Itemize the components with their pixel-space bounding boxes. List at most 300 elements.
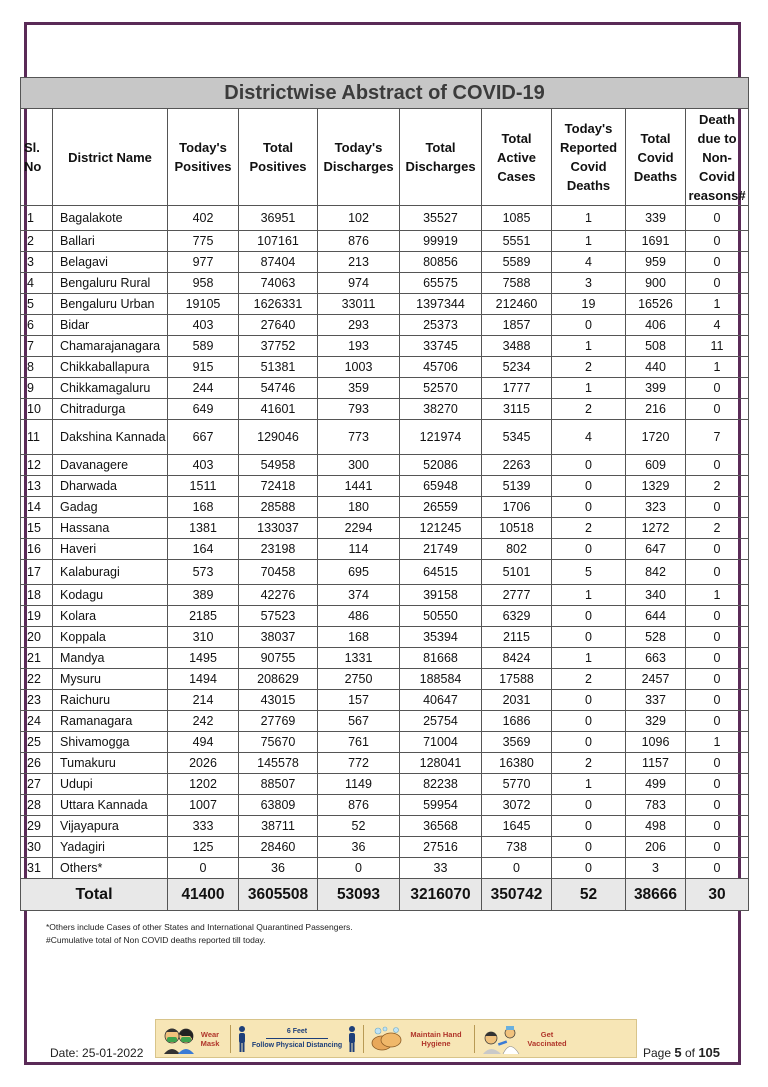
- mask-people-icon: [162, 1024, 196, 1054]
- non-covid-deaths-cell: 0: [686, 378, 749, 399]
- total-discharges-cell: 25754: [400, 711, 482, 732]
- district-cell: Davanagere: [53, 455, 168, 476]
- non-covid-deaths-cell: 0: [686, 606, 749, 627]
- todays-discharges-cell: 567: [318, 711, 400, 732]
- vaccine-text: Get Vaccinated: [527, 1029, 567, 1048]
- non-covid-deaths-cell: 7: [686, 420, 749, 455]
- table-title: Districtwise Abstract of COVID-19: [21, 78, 749, 109]
- table-row: [21, 273, 749, 294]
- total-discharges-cell: 121974: [400, 420, 482, 455]
- todays-positives-cell: 125: [168, 837, 239, 858]
- sl-cell: 12: [21, 455, 53, 476]
- total-positives-cell: 70458: [239, 560, 318, 585]
- safety-banner: [155, 1019, 637, 1058]
- todays-discharges-cell: 876: [318, 231, 400, 252]
- active-cases-cell: 2031: [482, 690, 552, 711]
- district-cell: Belagavi: [53, 252, 168, 273]
- total-todays-discharges-cell: 53093: [318, 879, 400, 911]
- active-cases-cell: 6329: [482, 606, 552, 627]
- non-covid-deaths-cell: 0: [686, 795, 749, 816]
- sl-cell: 28: [21, 795, 53, 816]
- todays-deaths-cell: 4: [552, 252, 626, 273]
- banner-vaccine: [475, 1020, 579, 1057]
- table-row: [21, 315, 749, 336]
- total-positives-cell: 88507: [239, 774, 318, 795]
- total-deaths-cell: 337: [626, 690, 686, 711]
- district-cell: Chitradurga: [53, 399, 168, 420]
- total-positives-cell: 63809: [239, 795, 318, 816]
- todays-discharges-cell: 359: [318, 378, 400, 399]
- active-cases-cell: 1777: [482, 378, 552, 399]
- total-active-cases-header: Total Active Cases: [482, 109, 552, 206]
- total-discharges-cell: 35394: [400, 627, 482, 648]
- todays-positives-cell: 2185: [168, 606, 239, 627]
- table-row: [21, 690, 749, 711]
- banner-hygiene: [364, 1020, 474, 1057]
- sl-cell: 1: [21, 206, 53, 231]
- sl-cell: 22: [21, 669, 53, 690]
- todays-discharges-cell: 2750: [318, 669, 400, 690]
- non-covid-deaths-cell: 0: [686, 231, 749, 252]
- todays-deaths-cell: 0: [552, 711, 626, 732]
- non-covid-deaths-cell: 0: [686, 669, 749, 690]
- todays-discharges-cell: 773: [318, 420, 400, 455]
- total-deaths-cell: 329: [626, 711, 686, 732]
- table-row: [21, 606, 749, 627]
- table-row: [21, 336, 749, 357]
- total-deaths-cell: 900: [626, 273, 686, 294]
- total-deaths-cell: 3: [626, 858, 686, 879]
- sl-cell: 26: [21, 753, 53, 774]
- todays-discharges-cell: 293: [318, 315, 400, 336]
- page-total: 105: [698, 1045, 721, 1060]
- active-cases-cell: 5139: [482, 476, 552, 497]
- todays-positives-cell: 403: [168, 455, 239, 476]
- footnote-others: *Others include Cases of other States and International Quarantined Passengers.: [46, 922, 353, 932]
- page-prefix: Page: [643, 1046, 672, 1060]
- todays-positives-header: Today's Positives: [168, 109, 239, 206]
- table-row: [21, 753, 749, 774]
- table-row: [21, 539, 749, 560]
- todays-discharges-cell: 374: [318, 585, 400, 606]
- todays-discharges-cell: 486: [318, 606, 400, 627]
- sl-no-header: Sl. No: [21, 109, 53, 206]
- todays-discharges-cell: 157: [318, 690, 400, 711]
- sl-cell: 9: [21, 378, 53, 399]
- total-positives-cell: 133037: [239, 518, 318, 539]
- non-covid-deaths-cell: 4: [686, 315, 749, 336]
- non-covid-deaths-cell: 2: [686, 476, 749, 497]
- todays-deaths-cell: 2: [552, 753, 626, 774]
- non-covid-deaths-cell: 0: [686, 627, 749, 648]
- todays-deaths-cell: 2: [552, 669, 626, 690]
- total-positives-cell: 90755: [239, 648, 318, 669]
- table-row: [21, 585, 749, 606]
- total-positives-cell: 41601: [239, 399, 318, 420]
- total-deaths-cell: 647: [626, 539, 686, 560]
- todays-deaths-cell: 0: [552, 690, 626, 711]
- total-positives-cell: 208629: [239, 669, 318, 690]
- total-discharges-cell: 64515: [400, 560, 482, 585]
- non-covid-deaths-header: Death due to Non-Covid reasons#: [686, 109, 749, 206]
- total-positives-cell: 57523: [239, 606, 318, 627]
- district-cell: Uttara Kannada: [53, 795, 168, 816]
- total-discharges-cell: 81668: [400, 648, 482, 669]
- non-covid-deaths-cell: 1: [686, 732, 749, 753]
- active-cases-cell: 3072: [482, 795, 552, 816]
- todays-discharges-cell: 876: [318, 795, 400, 816]
- sl-cell: 8: [21, 357, 53, 378]
- active-cases-cell: 212460: [482, 294, 552, 315]
- table-row: [21, 858, 749, 879]
- todays-positives-cell: 1381: [168, 518, 239, 539]
- table-row: [21, 560, 749, 585]
- sl-cell: 18: [21, 585, 53, 606]
- district-cell: Gadag: [53, 497, 168, 518]
- todays-discharges-cell: 1441: [318, 476, 400, 497]
- total-discharges-cell: 33: [400, 858, 482, 879]
- total-positives-cell: 72418: [239, 476, 318, 497]
- page-number: [643, 1045, 720, 1060]
- total-deaths-cell: 340: [626, 585, 686, 606]
- todays-discharges-cell: 1331: [318, 648, 400, 669]
- todays-positives-cell: 0: [168, 858, 239, 879]
- total-deaths-cell: 1096: [626, 732, 686, 753]
- header-row: [21, 109, 749, 206]
- footnotes: [46, 921, 353, 947]
- total-positives-cell: 145578: [239, 753, 318, 774]
- todays-positives-cell: 977: [168, 252, 239, 273]
- todays-positives-cell: 1511: [168, 476, 239, 497]
- hygiene-text: Maintain Hand Hygiene: [410, 1029, 462, 1048]
- todays-discharges-cell: 300: [318, 455, 400, 476]
- active-cases-cell: 16380: [482, 753, 552, 774]
- person-icon: [347, 1025, 357, 1053]
- table-row: [21, 294, 749, 315]
- sl-cell: 25: [21, 732, 53, 753]
- non-covid-deaths-cell: 0: [686, 455, 749, 476]
- table-row: [21, 627, 749, 648]
- district-cell: Hassana: [53, 518, 168, 539]
- todays-discharges-cell: 114: [318, 539, 400, 560]
- active-cases-cell: 8424: [482, 648, 552, 669]
- district-cell: Ramanagara: [53, 711, 168, 732]
- covid-abstract-table: [20, 77, 749, 911]
- total-deaths-cell: 959: [626, 252, 686, 273]
- table-row: [21, 420, 749, 455]
- active-cases-cell: 1706: [482, 497, 552, 518]
- sl-cell: 17: [21, 560, 53, 585]
- active-cases-cell: 7588: [482, 273, 552, 294]
- sl-cell: 5: [21, 294, 53, 315]
- todays-deaths-cell: 3: [552, 273, 626, 294]
- todays-positives-cell: 310: [168, 627, 239, 648]
- sl-cell: 19: [21, 606, 53, 627]
- total-deaths-cell: 1691: [626, 231, 686, 252]
- active-cases-cell: 1686: [482, 711, 552, 732]
- total-deaths-cell: 508: [626, 336, 686, 357]
- todays-discharges-cell: 0: [318, 858, 400, 879]
- total-discharges-cell: 39158: [400, 585, 482, 606]
- todays-discharges-cell: 213: [318, 252, 400, 273]
- district-cell: Kalaburagi: [53, 560, 168, 585]
- total-deaths-cell: 16526: [626, 294, 686, 315]
- total-discharges-cell: 33745: [400, 336, 482, 357]
- table-row: [21, 455, 749, 476]
- total-positives-cell: 54958: [239, 455, 318, 476]
- todays-positives-cell: 494: [168, 732, 239, 753]
- total-discharges-cell: 71004: [400, 732, 482, 753]
- district-cell: Ballari: [53, 231, 168, 252]
- todays-deaths-cell: 1: [552, 336, 626, 357]
- total-positives-cell: 75670: [239, 732, 318, 753]
- active-cases-cell: 5234: [482, 357, 552, 378]
- district-cell: Dakshina Kannada: [53, 420, 168, 455]
- total-discharges-cell: 52086: [400, 455, 482, 476]
- total-positives-cell: 36: [239, 858, 318, 879]
- total-discharges-cell: 99919: [400, 231, 482, 252]
- banner-distancing: [231, 1020, 363, 1057]
- total-discharges-cell: 38270: [400, 399, 482, 420]
- total-discharges-cell: 121245: [400, 518, 482, 539]
- table-row: [21, 518, 749, 539]
- total-discharges-cell: 59954: [400, 795, 482, 816]
- total-deaths-cell: 399: [626, 378, 686, 399]
- district-cell: Vijayapura: [53, 816, 168, 837]
- todays-deaths-cell: 5: [552, 560, 626, 585]
- todays-deaths-cell: 0: [552, 816, 626, 837]
- non-covid-deaths-cell: 0: [686, 753, 749, 774]
- todays-positives-cell: 667: [168, 420, 239, 455]
- total-positives-cell: 74063: [239, 273, 318, 294]
- district-cell: Mandya: [53, 648, 168, 669]
- total-positives-cell: 87404: [239, 252, 318, 273]
- active-cases-cell: 5589: [482, 252, 552, 273]
- sl-cell: 27: [21, 774, 53, 795]
- sl-cell: 15: [21, 518, 53, 539]
- todays-discharges-cell: 695: [318, 560, 400, 585]
- non-covid-deaths-cell: 0: [686, 690, 749, 711]
- active-cases-cell: 5770: [482, 774, 552, 795]
- total-deaths-cell: 1157: [626, 753, 686, 774]
- table-row: [21, 357, 749, 378]
- active-cases-cell: 3115: [482, 399, 552, 420]
- total-positives-cell: 43015: [239, 690, 318, 711]
- total-positives-cell: 28588: [239, 497, 318, 518]
- district-cell: Udupi: [53, 774, 168, 795]
- total-deaths-cell: 644: [626, 606, 686, 627]
- total-label: Total: [21, 879, 168, 911]
- district-cell: Chikkaballapura: [53, 357, 168, 378]
- district-cell: Dharwada: [53, 476, 168, 497]
- district-cell: Chikkamagaluru: [53, 378, 168, 399]
- todays-deaths-cell: 0: [552, 627, 626, 648]
- active-cases-cell: 10518: [482, 518, 552, 539]
- active-cases-cell: 1085: [482, 206, 552, 231]
- total-deaths-cell: 1720: [626, 420, 686, 455]
- page-current: 5: [674, 1045, 682, 1060]
- district-cell: Yadagiri: [53, 837, 168, 858]
- active-cases-cell: 5101: [482, 560, 552, 585]
- total-discharges-cell: 45706: [400, 357, 482, 378]
- table-row: [21, 497, 749, 518]
- todays-positives-cell: 402: [168, 206, 239, 231]
- total-positives-cell: 27769: [239, 711, 318, 732]
- non-covid-deaths-cell: 0: [686, 560, 749, 585]
- todays-discharges-cell: 1149: [318, 774, 400, 795]
- active-cases-cell: 0: [482, 858, 552, 879]
- total-discharges-cell: 21749: [400, 539, 482, 560]
- total-deaths-cell: 323: [626, 497, 686, 518]
- sl-cell: 30: [21, 837, 53, 858]
- total-deaths-cell: 2457: [626, 669, 686, 690]
- todays-deaths-cell: 1: [552, 648, 626, 669]
- active-cases-cell: 1857: [482, 315, 552, 336]
- todays-positives-cell: 1202: [168, 774, 239, 795]
- todays-discharges-cell: 36: [318, 837, 400, 858]
- table-row: [21, 795, 749, 816]
- todays-discharges-cell: 193: [318, 336, 400, 357]
- total-discharges-cell: 80856: [400, 252, 482, 273]
- active-cases-cell: 2263: [482, 455, 552, 476]
- total-positives-cell: 37752: [239, 336, 318, 357]
- non-covid-deaths-cell: 0: [686, 774, 749, 795]
- todays-discharges-cell: 793: [318, 399, 400, 420]
- sl-cell: 2: [21, 231, 53, 252]
- todays-deaths-cell: 0: [552, 795, 626, 816]
- footnote-non-covid: #Cumulative total of Non COVID deaths reported till today.: [46, 935, 266, 945]
- district-cell: Haveri: [53, 539, 168, 560]
- district-cell: Mysuru: [53, 669, 168, 690]
- total-positives-cell: 107161: [239, 231, 318, 252]
- total-deaths-cell: 406: [626, 315, 686, 336]
- sl-cell: 3: [21, 252, 53, 273]
- non-covid-deaths-cell: 1: [686, 357, 749, 378]
- todays-positives-cell: 19105: [168, 294, 239, 315]
- todays-deaths-cell: 0: [552, 606, 626, 627]
- district-cell: Bidar: [53, 315, 168, 336]
- todays-discharges-header: Today's Discharges: [318, 109, 400, 206]
- todays-deaths-cell: 0: [552, 837, 626, 858]
- sl-cell: 7: [21, 336, 53, 357]
- todays-deaths-cell: 0: [552, 476, 626, 497]
- todays-deaths-cell: 1: [552, 378, 626, 399]
- todays-positives-cell: 573: [168, 560, 239, 585]
- banner-mask-text: Wear Mask: [200, 1029, 220, 1048]
- report-date: Date: 25-01-2022: [50, 1046, 144, 1060]
- total-discharges-cell: 1397344: [400, 294, 482, 315]
- active-cases-cell: 17588: [482, 669, 552, 690]
- total-positives-cell: 1626331: [239, 294, 318, 315]
- todays-deaths-cell: 2: [552, 518, 626, 539]
- district-cell: Kodagu: [53, 585, 168, 606]
- table-row: [21, 378, 749, 399]
- vaccine-icon: [481, 1024, 521, 1054]
- todays-discharges-cell: 2294: [318, 518, 400, 539]
- todays-discharges-cell: 772: [318, 753, 400, 774]
- total-discharges-cell: 50550: [400, 606, 482, 627]
- total-deaths-cell: 842: [626, 560, 686, 585]
- todays-deaths-cell: 1: [552, 585, 626, 606]
- total-active-cases-cell: 350742: [482, 879, 552, 911]
- total-discharges-cell: 65575: [400, 273, 482, 294]
- person-icon: [237, 1025, 247, 1053]
- total-discharges-cell: 36568: [400, 816, 482, 837]
- non-covid-deaths-cell: 0: [686, 816, 749, 837]
- table-row: [21, 648, 749, 669]
- table-row: [21, 711, 749, 732]
- table-row: [21, 816, 749, 837]
- sl-cell: 21: [21, 648, 53, 669]
- todays-deaths-cell: 4: [552, 420, 626, 455]
- total-discharges-cell: 40647: [400, 690, 482, 711]
- todays-deaths-cell: 0: [552, 858, 626, 879]
- active-cases-cell: 3488: [482, 336, 552, 357]
- sl-cell: 4: [21, 273, 53, 294]
- todays-positives-cell: 389: [168, 585, 239, 606]
- todays-positives-cell: 333: [168, 816, 239, 837]
- todays-positives-cell: 915: [168, 357, 239, 378]
- todays-positives-cell: 214: [168, 690, 239, 711]
- todays-deaths-cell: 1: [552, 774, 626, 795]
- total-deaths-cell: 528: [626, 627, 686, 648]
- total-deaths-cell: 216: [626, 399, 686, 420]
- todays-positives-cell: 775: [168, 231, 239, 252]
- table-row: [21, 837, 749, 858]
- total-discharges-cell: 128041: [400, 753, 482, 774]
- sl-cell: 13: [21, 476, 53, 497]
- todays-positives-cell: 2026: [168, 753, 239, 774]
- todays-positives-cell: 403: [168, 315, 239, 336]
- total-deaths-cell: 783: [626, 795, 686, 816]
- todays-discharges-cell: 102: [318, 206, 400, 231]
- active-cases-cell: 3569: [482, 732, 552, 753]
- todays-deaths-cell: 1: [552, 206, 626, 231]
- todays-deaths-cell: 1: [552, 231, 626, 252]
- banner-mask: [156, 1020, 230, 1057]
- todays-covid-deaths-header: Today's Reported Covid Deaths: [552, 109, 626, 206]
- todays-positives-cell: 958: [168, 273, 239, 294]
- district-cell: Kolara: [53, 606, 168, 627]
- todays-positives-cell: 1494: [168, 669, 239, 690]
- todays-positives-cell: 168: [168, 497, 239, 518]
- todays-deaths-cell: 2: [552, 399, 626, 420]
- district-cell: Shivamogga: [53, 732, 168, 753]
- todays-positives-cell: 244: [168, 378, 239, 399]
- total-positives-cell: 23198: [239, 539, 318, 560]
- total-discharges-cell: 27516: [400, 837, 482, 858]
- distance-feet-label: 6 Feet: [286, 1028, 308, 1035]
- total-positives-cell: 38037: [239, 627, 318, 648]
- total-discharges-cell: 188584: [400, 669, 482, 690]
- total-covid-deaths-header: Total Covid Deaths: [626, 109, 686, 206]
- total-discharges-cell: 25373: [400, 315, 482, 336]
- total-discharges-cell: 26559: [400, 497, 482, 518]
- table-row: [21, 774, 749, 795]
- non-covid-deaths-cell: 1: [686, 585, 749, 606]
- sl-cell: 6: [21, 315, 53, 336]
- total-positives-cell: 36951: [239, 206, 318, 231]
- district-name-header: District Name: [53, 109, 168, 206]
- todays-deaths-cell: 0: [552, 539, 626, 560]
- todays-discharges-cell: 974: [318, 273, 400, 294]
- sl-cell: 23: [21, 690, 53, 711]
- total-positives-cell: 51381: [239, 357, 318, 378]
- total-positives-cell: 42276: [239, 585, 318, 606]
- active-cases-cell: 738: [482, 837, 552, 858]
- district-cell: Bengaluru Rural: [53, 273, 168, 294]
- non-covid-deaths-cell: 0: [686, 648, 749, 669]
